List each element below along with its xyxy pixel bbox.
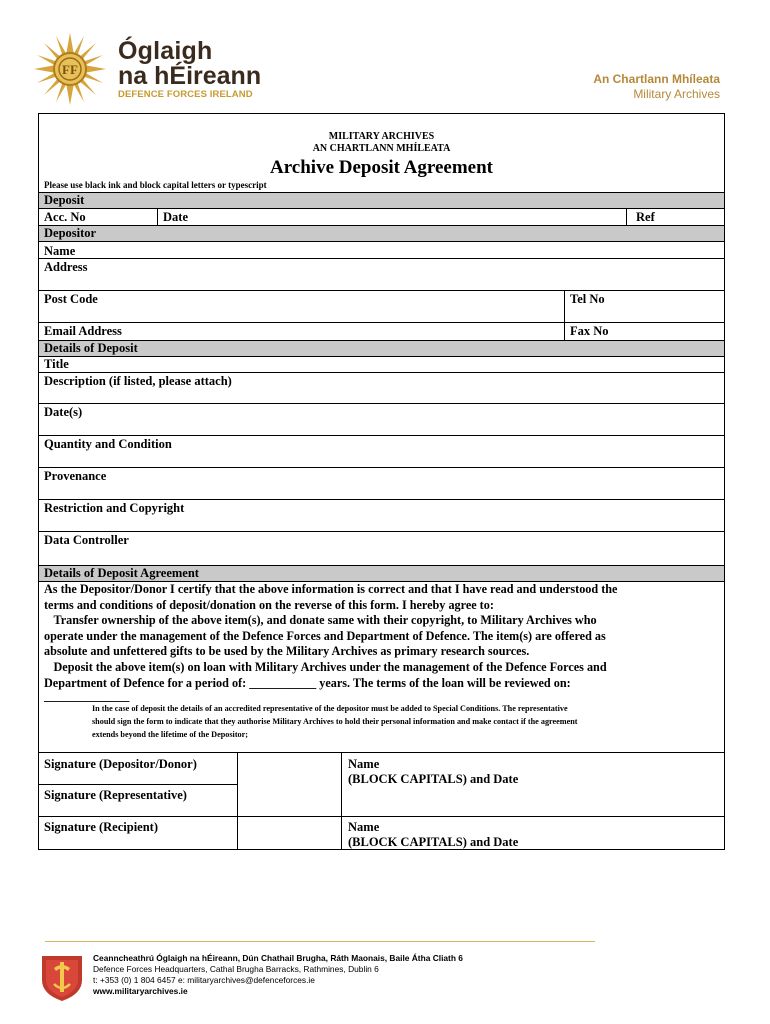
divider bbox=[39, 322, 724, 323]
section-header-agreement bbox=[39, 565, 724, 582]
signature-depositor-label: Signature (Depositor/Donor) bbox=[44, 757, 197, 771]
divider bbox=[39, 752, 724, 753]
divider bbox=[39, 403, 724, 404]
agreement-line: ______________ bbox=[44, 689, 130, 704]
dates-label: Date(s) bbox=[44, 405, 83, 419]
name-date-label-1a: Name bbox=[348, 757, 380, 771]
divider bbox=[39, 290, 724, 291]
divider bbox=[39, 499, 724, 500]
divider bbox=[39, 531, 724, 532]
name-label: Name bbox=[44, 244, 76, 258]
post-code-label: Post Code bbox=[44, 292, 98, 306]
section-label-deposit: Deposit bbox=[44, 193, 85, 207]
date-label: Date bbox=[163, 210, 188, 224]
divider bbox=[39, 435, 724, 436]
section-header-details bbox=[39, 340, 724, 357]
address-label: Address bbox=[44, 260, 88, 274]
section-header-depositor bbox=[39, 225, 724, 242]
header-irish-title: An Chartlann Mhíleata bbox=[593, 72, 720, 86]
signature-representative-label: Signature (Representative) bbox=[44, 788, 187, 802]
divider bbox=[39, 816, 724, 817]
brand-subtitle: DEFENCE FORCES IRELAND bbox=[118, 89, 253, 100]
agreement-line: As the Depositor/Donor I certify that the above information is correct and that I have read and understood the bbox=[44, 582, 618, 596]
footer-address-english: Defence Forces Headquarters, Cathal Brugha Barracks, Rathmines, Dublin 6 bbox=[93, 964, 379, 974]
note-line: extends beyond the lifetime of the Depositor; bbox=[92, 730, 248, 740]
form-title-line1: MILITARY ARCHIVES bbox=[328, 131, 435, 142]
signature-recipient-field[interactable] bbox=[238, 817, 341, 849]
ref-label: Ref bbox=[636, 210, 655, 224]
agreement-line: Department of Defence for a period of: ___________ years. The terms of the loan will be reviewed on: bbox=[44, 675, 571, 690]
description-label: Description (if listed, please attach) bbox=[44, 374, 232, 388]
fax-no-label: Fax No bbox=[570, 324, 609, 338]
name-date-label-1b: (BLOCK CAPITALS) and Date bbox=[348, 772, 519, 786]
restriction-label: Restriction and Copyright bbox=[44, 501, 185, 515]
military-archives-crest-icon bbox=[40, 954, 84, 1002]
divider bbox=[39, 784, 237, 785]
agreement-line: operate under the management of the Defence Forces and Department of Defence. The item(s) are offered as bbox=[44, 628, 606, 643]
special-conditions-note bbox=[92, 702, 712, 742]
name-date-label-2b: (BLOCK CAPITALS) and Date bbox=[348, 835, 519, 849]
form-instruction: Please use black ink and block capital letters or typescript bbox=[44, 180, 267, 190]
quantity-label: Quantity and Condition bbox=[44, 437, 172, 451]
acc-no-field[interactable] bbox=[158, 209, 626, 225]
agreement-line: absolute and unfettered gifts to be used by the Military Archives as primary research sources. bbox=[44, 644, 530, 659]
footer-contact: t: +353 (0) 1 804 6457 e: militaryarchives@defenceforces.ie bbox=[93, 975, 315, 985]
note-line: should sign the form to indicate that they authorise Military Archives to hold their personal information and make contact if the agreement bbox=[92, 717, 578, 727]
divider bbox=[39, 258, 724, 259]
signature-depositor-field[interactable] bbox=[238, 753, 341, 816]
section-header-deposit bbox=[39, 192, 724, 209]
contact-divider bbox=[564, 290, 565, 340]
agreement-line: Deposit the above item(s) on loan with Military Archives under the management of the Defence Forces and bbox=[44, 659, 598, 674]
footer-website-link[interactable]: www.militaryarchives.ie bbox=[93, 986, 188, 996]
section-label-agreement: Details of Deposit Agreement bbox=[44, 566, 199, 580]
acc-no-label: Acc. No bbox=[44, 210, 86, 224]
divider bbox=[39, 372, 724, 373]
title-field-label: Title bbox=[44, 357, 69, 371]
provenance-label: Provenance bbox=[44, 469, 107, 483]
brand-name-line1: Óglaigh bbox=[118, 37, 213, 65]
agreement-line: terms and conditions of deposit/donation on the reverse of this form. I hereby agree to: bbox=[44, 597, 494, 612]
date-divider bbox=[626, 209, 627, 225]
tel-no-label: Tel No bbox=[570, 292, 605, 306]
form-title-line2: AN CHARTLANN MHÍLEATA bbox=[312, 143, 451, 154]
footer-rule bbox=[45, 941, 595, 942]
svg-text:FF: FF bbox=[62, 62, 78, 77]
divider bbox=[39, 467, 724, 468]
data-controller-label: Data Controller bbox=[44, 533, 129, 547]
signature-recipient-label: Signature (Recipient) bbox=[44, 820, 158, 834]
note-line: In the case of deposit the details of an accredited representative of the depositor must be added to Special Conditions. The representative bbox=[92, 704, 568, 713]
agreement-line: Transfer ownership of the above item(s), and donate same with their copyright, to Military Archives who bbox=[44, 613, 588, 628]
form-main-title: Archive Deposit Agreement bbox=[269, 157, 494, 178]
email-label: Email Address bbox=[44, 324, 122, 338]
name-date-label-2a: Name bbox=[348, 820, 380, 834]
brand-name-line2: na hÉireann bbox=[118, 62, 262, 90]
header-english-title: Military Archives bbox=[633, 87, 720, 101]
section-label-depositor: Depositor bbox=[44, 226, 97, 240]
defence-forces-logo-icon bbox=[34, 33, 106, 105]
footer-address-irish: Ceanncheathrú Óglaigh na hÉireann, Dún Chathail Brugha, Ráth Maonais, Baile Átha Cliath 6 bbox=[93, 953, 463, 963]
section-label-details: Details of Deposit bbox=[44, 341, 138, 355]
agreement-text bbox=[44, 582, 720, 704]
signature-column-divider bbox=[341, 752, 342, 849]
